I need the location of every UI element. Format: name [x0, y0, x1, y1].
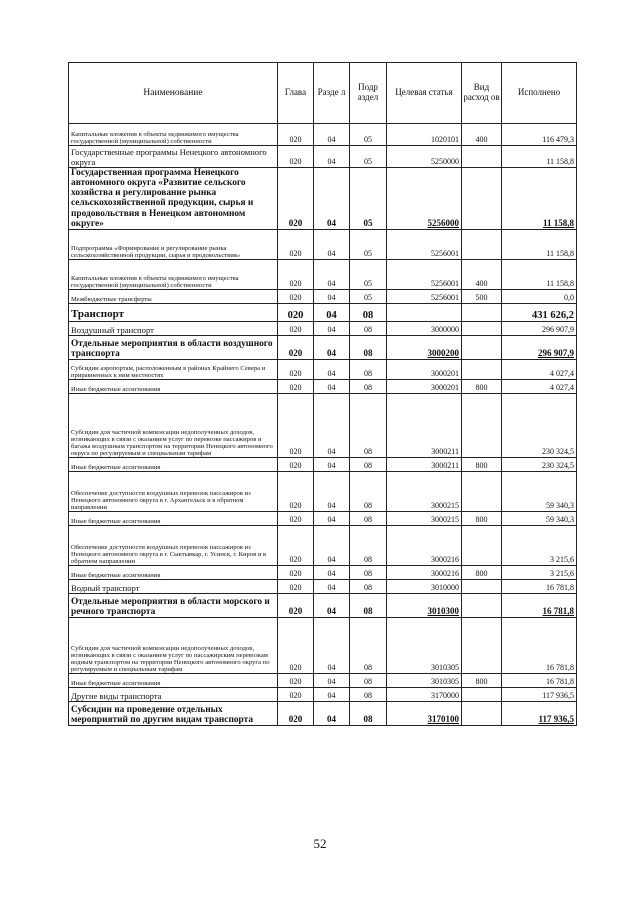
row-vid — [462, 701, 502, 725]
row-amount: 59 340,3 — [502, 471, 577, 511]
row-podrazdel: 05 — [350, 124, 387, 146]
row-amount: 0,0 — [502, 289, 577, 303]
row-name: Иные бюджетные ассигнования — [69, 457, 278, 471]
row-vid — [462, 687, 502, 701]
row-name: Обеспечение доступности воздушных перевозок пассажиров из Ненецкого автономного округа в г. Архангельск и в обратном направлении — [69, 471, 278, 511]
row-vid — [462, 303, 502, 321]
row-razdel: 04 — [314, 687, 350, 701]
row-target: 3000216 — [387, 565, 462, 579]
row-podrazdel: 08 — [350, 511, 387, 525]
row-glava: 020 — [278, 168, 314, 230]
table-row — [69, 393, 577, 457]
row-amount: 16 781,8 — [502, 593, 577, 617]
row-glava: 020 — [278, 289, 314, 303]
row-target: 3010305 — [387, 673, 462, 687]
header-podrazdel: Подр аздел — [350, 63, 387, 124]
row-name: Воздушный транспорт — [69, 321, 278, 335]
row-vid: 800 — [462, 511, 502, 525]
row-podrazdel: 08 — [350, 687, 387, 701]
row-razdel: 04 — [314, 335, 350, 359]
row-target: 3170100 — [387, 701, 462, 725]
row-vid: 500 — [462, 289, 502, 303]
row-vid: 400 — [462, 259, 502, 289]
row-podrazdel: 08 — [350, 593, 387, 617]
row-amount: 11 158,8 — [502, 229, 577, 259]
table-header-row — [69, 63, 577, 124]
row-name: Государственные программы Ненецкого автономного округа — [69, 146, 278, 168]
row-razdel: 04 — [314, 289, 350, 303]
table-row — [69, 525, 577, 565]
row-glava: 020 — [278, 335, 314, 359]
row-razdel: 04 — [314, 457, 350, 471]
row-glava: 020 — [278, 617, 314, 673]
row-podrazdel: 05 — [350, 146, 387, 168]
row-target: 3010300 — [387, 593, 462, 617]
row-podrazdel: 08 — [350, 303, 387, 321]
header-amount: Исполнено — [502, 63, 577, 124]
row-amount: 230 324,5 — [502, 393, 577, 457]
row-glava: 020 — [278, 229, 314, 259]
row-glava: 020 — [278, 259, 314, 289]
row-amount: 117 936,5 — [502, 687, 577, 701]
row-glava: 020 — [278, 303, 314, 321]
row-razdel: 04 — [314, 229, 350, 259]
table-row — [69, 289, 577, 303]
row-target: 5256001 — [387, 289, 462, 303]
row-vid — [462, 146, 502, 168]
row-amount: 3 215,6 — [502, 565, 577, 579]
row-razdel: 04 — [314, 701, 350, 725]
row-vid — [462, 617, 502, 673]
row-razdel: 04 — [314, 379, 350, 393]
table-row — [69, 687, 577, 701]
table-row — [69, 673, 577, 687]
row-target: 3170000 — [387, 687, 462, 701]
row-podrazdel: 05 — [350, 168, 387, 230]
row-name: Капитальные вложения в объекты недвижимого имущества государственной (муниципальной) собственности — [69, 259, 278, 289]
row-podrazdel: 08 — [350, 471, 387, 511]
row-name: Водный транспорт — [69, 579, 278, 593]
row-name: Отдельные мероприятия в области воздушного транспорта — [69, 335, 278, 359]
row-amount: 296 907,9 — [502, 321, 577, 335]
header-glava: Глава — [278, 63, 314, 124]
row-target — [387, 303, 462, 321]
row-amount: 11 158,8 — [502, 259, 577, 289]
table-row — [69, 379, 577, 393]
row-amount: 16 781,8 — [502, 579, 577, 593]
row-target: 1020101 — [387, 124, 462, 146]
table-row — [69, 303, 577, 321]
row-amount: 16 781,8 — [502, 617, 577, 673]
table-row — [69, 457, 577, 471]
row-amount: 11 158,8 — [502, 146, 577, 168]
row-razdel: 04 — [314, 321, 350, 335]
table-row — [69, 335, 577, 359]
row-glava: 020 — [278, 146, 314, 168]
row-target: 3000211 — [387, 393, 462, 457]
table-row — [69, 124, 577, 146]
row-razdel: 04 — [314, 146, 350, 168]
row-target: 3000215 — [387, 471, 462, 511]
row-razdel: 04 — [314, 673, 350, 687]
row-glava: 020 — [278, 511, 314, 525]
table-body — [69, 124, 577, 726]
row-amount: 4 027,4 — [502, 359, 577, 379]
row-vid — [462, 471, 502, 511]
row-name: Субсидии аэропортам, расположенным в районах Крайнего Севера и приравненных к ним местностях — [69, 359, 278, 379]
row-glava: 020 — [278, 321, 314, 335]
row-target: 5250000 — [387, 146, 462, 168]
row-glava: 020 — [278, 565, 314, 579]
row-razdel: 04 — [314, 579, 350, 593]
row-amount: 296 907,9 — [502, 335, 577, 359]
row-amount: 4 027,4 — [502, 379, 577, 393]
row-target: 3000211 — [387, 457, 462, 471]
row-podrazdel: 05 — [350, 289, 387, 303]
row-razdel: 04 — [314, 259, 350, 289]
row-name: Обеспечение доступности воздушных перевозок пассажиров из Ненецкого автономного округа в г. Сыктывкар, г. Усинск, г. Киров и в обратном направлении — [69, 525, 278, 565]
row-razdel: 04 — [314, 565, 350, 579]
row-podrazdel: 08 — [350, 525, 387, 565]
row-razdel: 04 — [314, 471, 350, 511]
header-vid: Вид расход ов — [462, 63, 502, 124]
row-podrazdel: 08 — [350, 565, 387, 579]
row-target: 5256001 — [387, 259, 462, 289]
row-razdel: 04 — [314, 511, 350, 525]
row-podrazdel: 05 — [350, 259, 387, 289]
row-podrazdel: 08 — [350, 617, 387, 673]
page-number: 52 — [313, 836, 327, 851]
row-glava: 020 — [278, 687, 314, 701]
table-row — [69, 593, 577, 617]
row-vid — [462, 393, 502, 457]
row-name: Иные бюджетные ассигнования — [69, 673, 278, 687]
row-podrazdel: 08 — [350, 359, 387, 379]
row-vid: 800 — [462, 565, 502, 579]
row-name: Иные бюджетные ассигнования — [69, 379, 278, 393]
row-name: Капитальные вложения в объекты недвижимого имущества государственной (муниципальной) собственности — [69, 124, 278, 146]
row-target: 5256001 — [387, 229, 462, 259]
row-vid: 800 — [462, 379, 502, 393]
row-name: Иные бюджетные ассигнования — [69, 565, 278, 579]
table-row — [69, 168, 577, 230]
row-glava: 020 — [278, 673, 314, 687]
row-amount: 117 936,5 — [502, 701, 577, 725]
row-target: 5256000 — [387, 168, 462, 230]
row-podrazdel: 05 — [350, 229, 387, 259]
row-glava: 020 — [278, 701, 314, 725]
row-podrazdel: 08 — [350, 335, 387, 359]
row-glava: 020 — [278, 359, 314, 379]
budget-table — [68, 62, 577, 726]
row-vid — [462, 229, 502, 259]
header-razdel: Разде л — [314, 63, 350, 124]
row-razdel: 04 — [314, 124, 350, 146]
row-podrazdel: 08 — [350, 379, 387, 393]
row-podrazdel: 08 — [350, 457, 387, 471]
row-target: 3000216 — [387, 525, 462, 565]
row-name: Субсидии для частичной компенсации недополученных доходов, возникающих в связи с оказанием услуг по перевозке пассажиров и багажа воздушным транспортом на территории Ненецкого автономного округа по регулируемым и специальным тарифам — [69, 393, 278, 457]
row-podrazdel: 08 — [350, 321, 387, 335]
row-amount: 11 158,8 — [502, 168, 577, 230]
row-vid: 800 — [462, 457, 502, 471]
row-name: Отдельные мероприятия в области морского и речного транспорта — [69, 593, 278, 617]
row-razdel: 04 — [314, 525, 350, 565]
header-target: Целевая статья — [387, 63, 462, 124]
row-vid — [462, 168, 502, 230]
row-glava: 020 — [278, 393, 314, 457]
row-razdel: 04 — [314, 359, 350, 379]
row-glava: 020 — [278, 124, 314, 146]
row-name: Подпрограмма «Формирование и регулирование рынка сельскохозяйственной продукции, сырья и продовольствия» — [69, 229, 278, 259]
table-row — [69, 701, 577, 725]
row-podrazdel: 08 — [350, 673, 387, 687]
row-podrazdel: 08 — [350, 701, 387, 725]
row-amount: 59 340,3 — [502, 511, 577, 525]
header-name: Наименование — [69, 63, 278, 124]
row-vid: 400 — [462, 124, 502, 146]
row-podrazdel: 08 — [350, 393, 387, 457]
table-row — [69, 146, 577, 168]
row-vid — [462, 335, 502, 359]
row-target: 3000215 — [387, 511, 462, 525]
row-name: Субсидии на проведение отдельных мероприятий по другим видам транспорта — [69, 701, 278, 725]
row-amount: 16 781,8 — [502, 673, 577, 687]
row-glava: 020 — [278, 379, 314, 393]
row-name: Иные бюджетные ассигнования — [69, 511, 278, 525]
row-amount: 230 324,5 — [502, 457, 577, 471]
row-amount: 431 626,2 — [502, 303, 577, 321]
row-glava: 020 — [278, 471, 314, 511]
row-name: Государственная программа Ненецкого автономного округа «Развитие сельского хозяйства и регулирование рынка сельскохозяйственной продукции, сырья и продовольствия в Ненецком автономном округе» — [69, 168, 278, 230]
row-name: Субсидии для частичной компенсации недополученных доходов, возникающих в связи с оказанием услуг по пассажирским перевозкам водным транспортом на территории Ненецкого автономного округа по регулируемым и специальным тарифам — [69, 617, 278, 673]
table-row — [69, 359, 577, 379]
row-razdel: 04 — [314, 593, 350, 617]
row-glava: 020 — [278, 593, 314, 617]
table-row — [69, 579, 577, 593]
row-glava: 020 — [278, 457, 314, 471]
row-amount: 3 215,6 — [502, 525, 577, 565]
row-name: Транспорт — [69, 303, 278, 321]
table-row — [69, 617, 577, 673]
table-row — [69, 511, 577, 525]
row-target: 3000200 — [387, 335, 462, 359]
row-vid: 800 — [462, 673, 502, 687]
row-vid — [462, 593, 502, 617]
row-vid — [462, 359, 502, 379]
row-glava: 020 — [278, 579, 314, 593]
row-vid — [462, 579, 502, 593]
row-vid — [462, 321, 502, 335]
table-row — [69, 321, 577, 335]
row-podrazdel: 08 — [350, 579, 387, 593]
row-target: 3010305 — [387, 617, 462, 673]
table-row — [69, 565, 577, 579]
row-target: 3000201 — [387, 359, 462, 379]
row-razdel: 04 — [314, 393, 350, 457]
row-razdel: 04 — [314, 303, 350, 321]
row-glava: 020 — [278, 525, 314, 565]
row-razdel: 04 — [314, 168, 350, 230]
row-target: 3000000 — [387, 321, 462, 335]
row-target: 3000201 — [387, 379, 462, 393]
table-row — [69, 471, 577, 511]
row-name: Межбюджетные трансферты — [69, 289, 278, 303]
row-razdel: 04 — [314, 617, 350, 673]
row-target: 3010000 — [387, 579, 462, 593]
table-row — [69, 259, 577, 289]
row-amount: 116 479,3 — [502, 124, 577, 146]
row-name: Другие виды транспорта — [69, 687, 278, 701]
table-row — [69, 229, 577, 259]
row-vid — [462, 525, 502, 565]
